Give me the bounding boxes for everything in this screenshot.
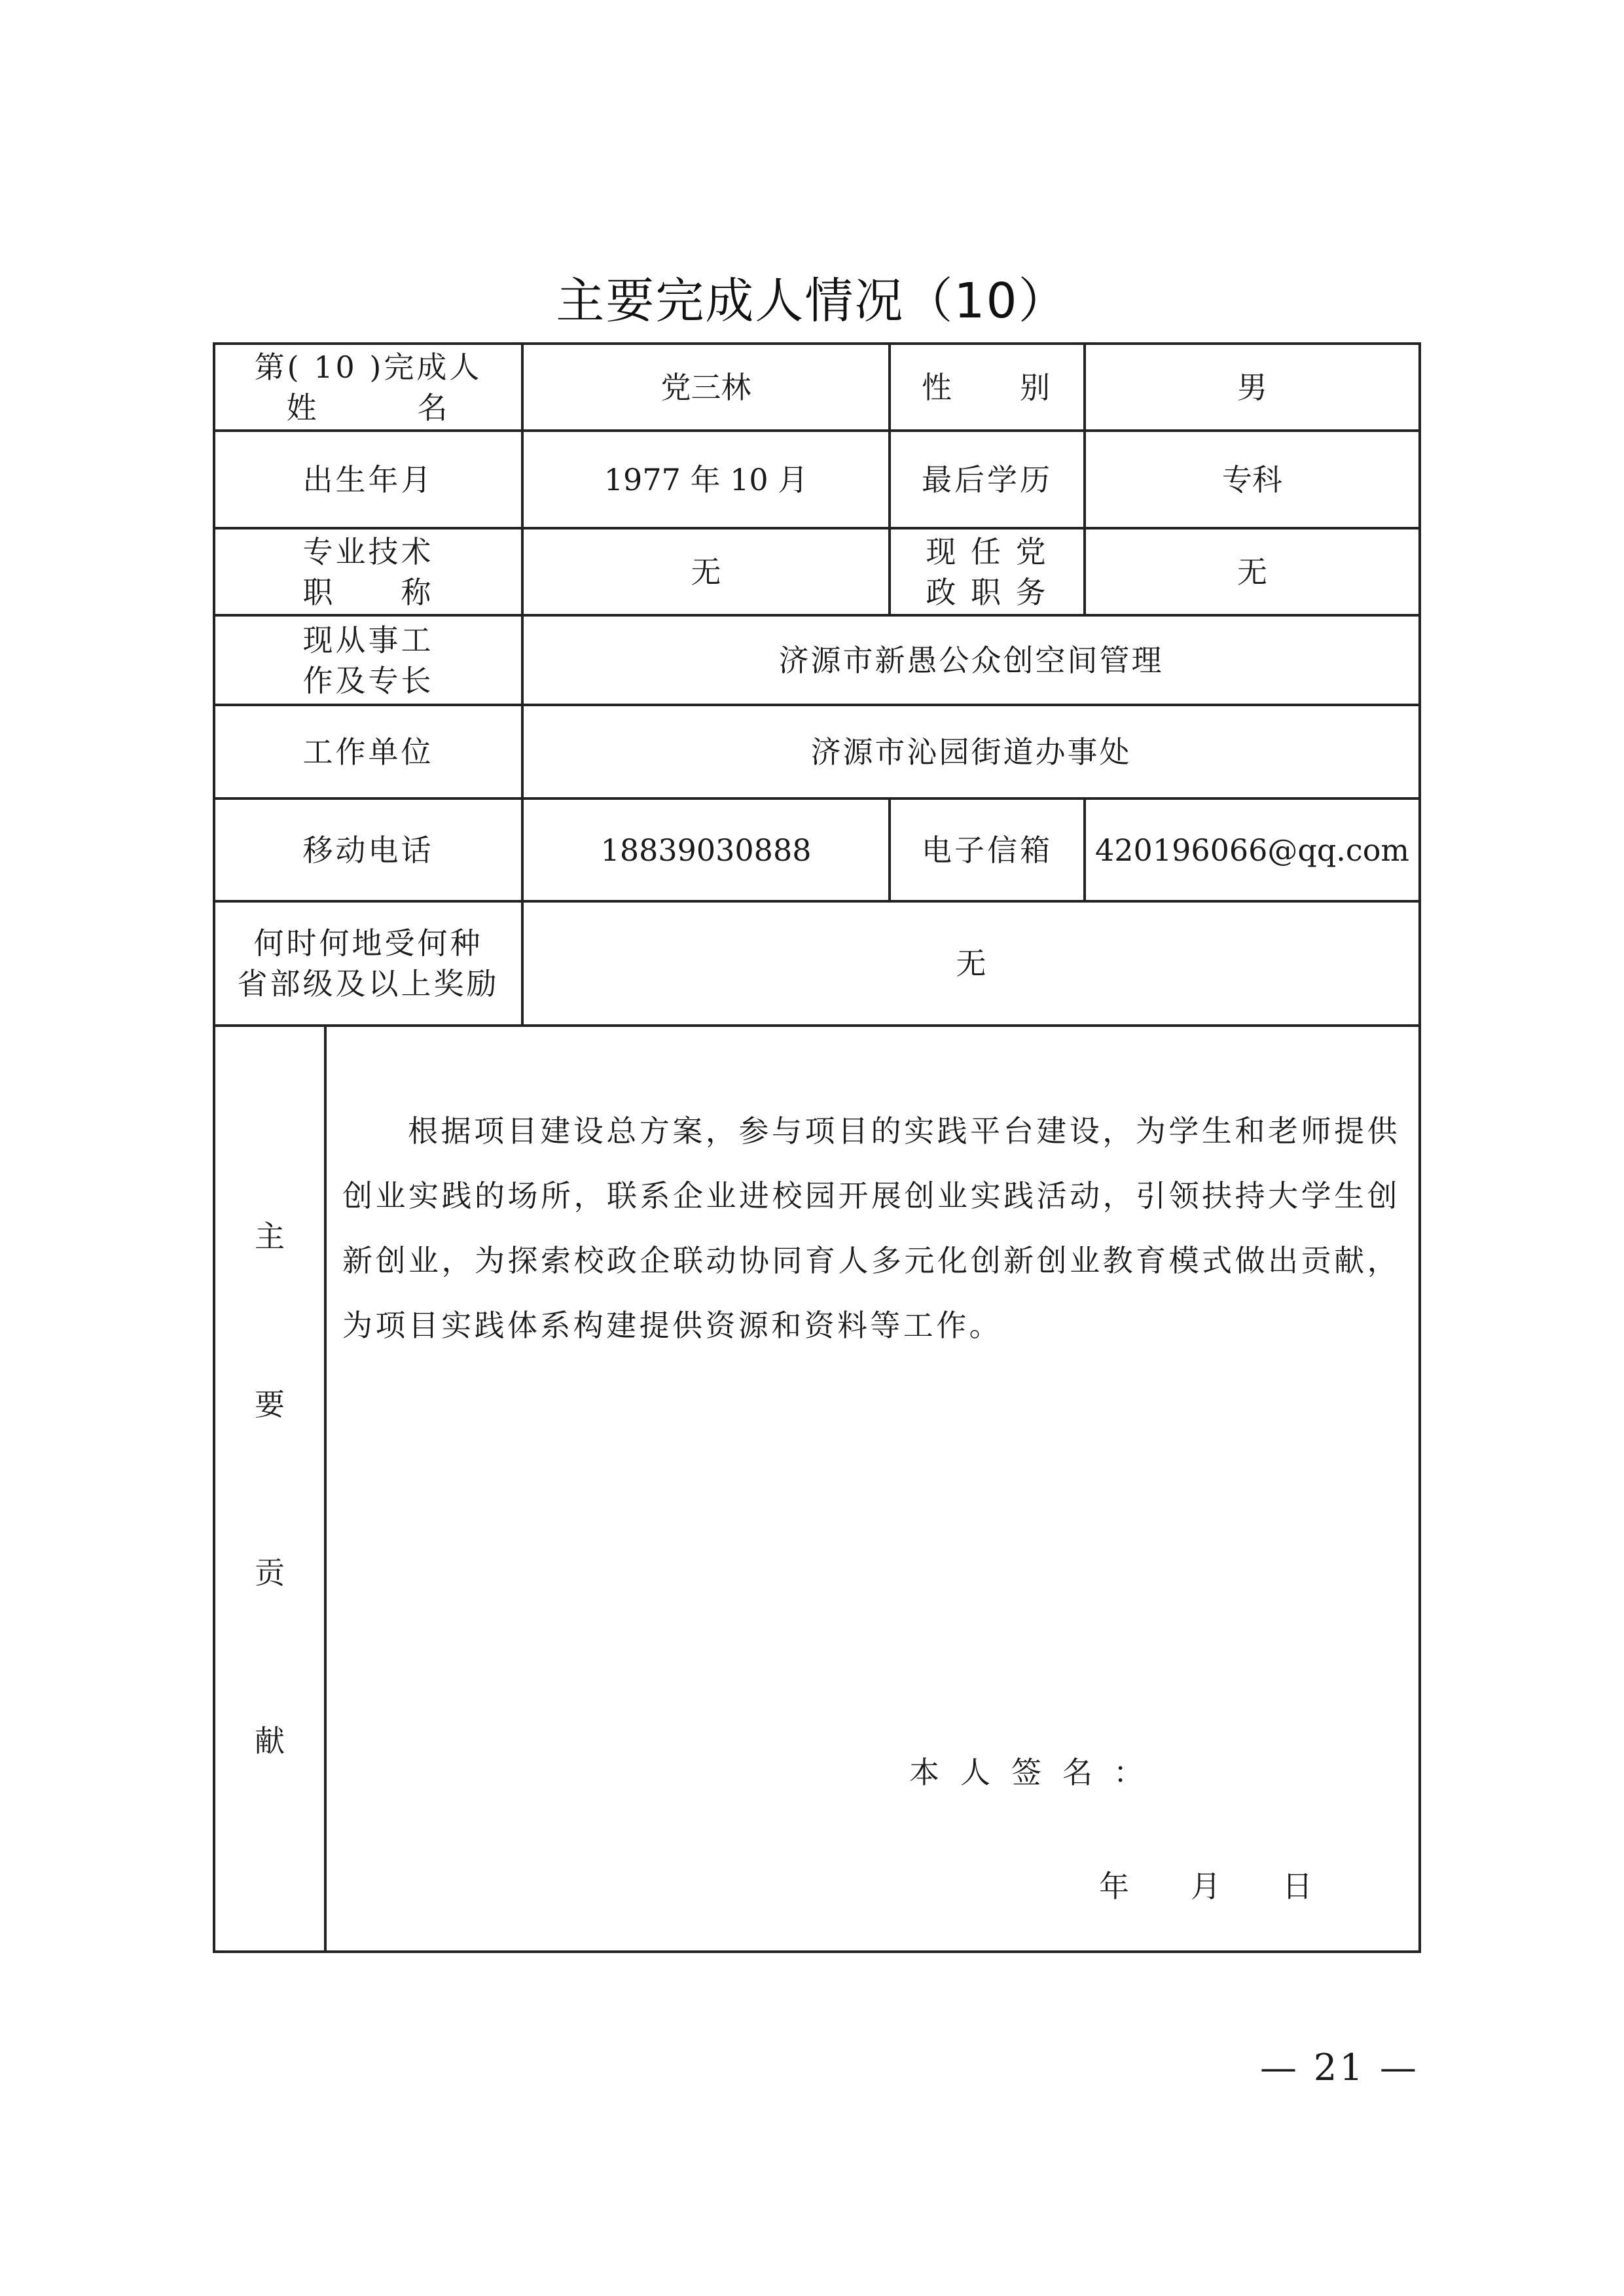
award-label-line1: 何时何地受何种 (253, 925, 483, 961)
gender-value: 男 (1085, 344, 1420, 431)
name-label-line1: 第( 10 )完成人 (254, 349, 482, 385)
work-value: 济源市新愚公众创空间管理 (522, 615, 1420, 705)
party-post-label-line2: 政 职 务 (926, 574, 1049, 610)
party-post-label-line1: 现 任 党 (926, 533, 1049, 569)
work-label-line2: 作及专长 (302, 662, 434, 698)
date-month: 月 (1191, 1869, 1221, 1904)
contribution-content (325, 1026, 1420, 1952)
tech-title-label (214, 528, 522, 615)
birth-label: 出生年月 (214, 431, 522, 528)
award-value: 无 (522, 901, 1420, 1026)
page-title: 主要完成人情况（10） (556, 273, 1068, 329)
party-post-label (890, 528, 1085, 615)
name-label (214, 344, 522, 431)
personnel-info-table (213, 342, 1421, 1953)
table-row-work (214, 615, 1420, 705)
table-row-award (214, 901, 1420, 1026)
gender-label: 性 别 (890, 344, 1085, 431)
education-value: 专科 (1085, 431, 1420, 528)
contribution-label-char-4: 献 (255, 1723, 285, 1759)
page-number: — 21 — (1260, 2047, 1419, 2089)
signature-date (1099, 1866, 1374, 1907)
name-value: 党三林 (522, 344, 890, 431)
contribution-label-char-3: 贡 (255, 1555, 285, 1590)
tech-title-value: 无 (522, 528, 890, 615)
tech-title-label-line1: 专业技术 (302, 533, 434, 569)
award-label (214, 901, 522, 1026)
table-row-unit (214, 705, 1420, 798)
phone-value: 18839030888 (522, 798, 890, 901)
contribution-label (214, 1026, 325, 1952)
work-label-line1: 现从事工 (302, 622, 434, 658)
table-row-title (214, 528, 1420, 615)
phone-label: 移动电话 (214, 798, 522, 901)
contribution-label-char-2: 要 (255, 1387, 285, 1422)
award-label-line2: 省部级及以上奖励 (237, 966, 499, 1001)
date-year: 年 (1099, 1869, 1129, 1904)
signature-label: 本人签名： (909, 1755, 1164, 1790)
table-row-birth (214, 431, 1420, 528)
birth-value: 1977 年 10 月 (522, 431, 890, 528)
education-label: 最后学历 (890, 431, 1085, 528)
table-row-phone (214, 798, 1420, 901)
contribution-label-char-1: 主 (255, 1219, 285, 1254)
contribution-text: 根据项目建设总方案，参与项目的实践平台建设，为学生和老师提供创业实践的场所，联系企业进校园开展创业实践活动，引领扶持大学生创新创业，为探索校政企联动协同育人多元化创新创业教育模式做出贡献，为项目实践体系构建提供资源和资料等工作。 (342, 1113, 1401, 1343)
date-day: 日 (1282, 1869, 1312, 1904)
unit-label: 工作单位 (214, 705, 522, 798)
tech-title-label-line2: 职 称 (302, 574, 434, 610)
unit-value: 济源市沁园街道办事处 (522, 705, 1420, 798)
table-row-name (214, 344, 1420, 431)
party-post-value: 无 (1085, 528, 1420, 615)
name-label-line2: 姓 名 (286, 389, 450, 425)
table-row-contribution (214, 1026, 1420, 1952)
email-value: 420196066@qq.com (1085, 798, 1420, 901)
email-label: 电子信箱 (890, 798, 1085, 901)
work-label (214, 615, 522, 705)
